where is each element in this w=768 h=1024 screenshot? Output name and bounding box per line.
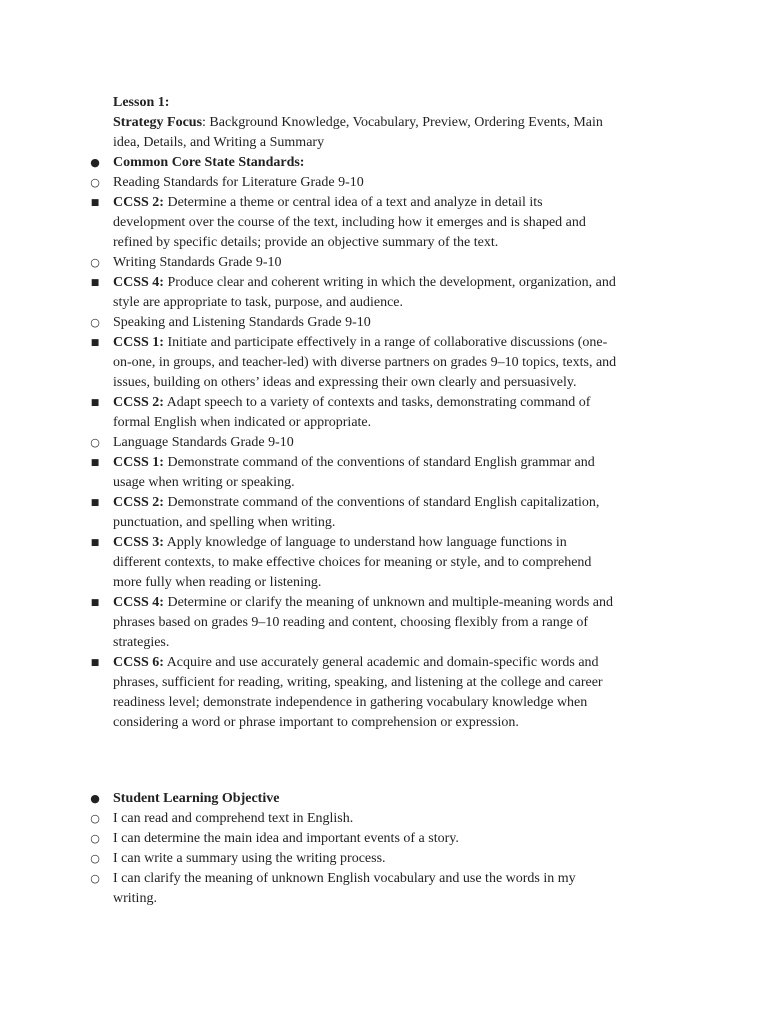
bullet-circle-icon: ○ [90,852,100,865]
bullet-circle-icon: ○ [90,436,100,449]
list-item: ■ CCSS 2: Demonstrate command of the conventions of standard English capitalization, [0,493,768,513]
list-item [0,153,768,173]
bullet-square-icon: ■ [90,458,100,468]
objective-text-continued: writing. [113,891,157,906]
bullet-square-icon: ■ [90,398,100,408]
objective-text: I can read and comprehend text in English. [113,811,354,826]
bullet-circle-icon: ○ [90,872,100,885]
bullet-circle-icon: ○ [90,812,100,825]
standard-code: CCSS 1: [113,335,164,350]
list-item [0,829,768,849]
list-item: ■ CCSS 6: Acquire and use accurately general academic and domain-specific words and [0,653,768,673]
standard-code: CCSS 2: [113,195,164,210]
bullet-square-icon: ■ [90,278,100,288]
objectives-list [0,789,768,909]
lesson-title: Lesson 1: [113,95,170,110]
list-item: ■ CCSS 1: Demonstrate command of the conventions of standard English grammar and [0,453,768,473]
bullet-square-icon: ■ [90,498,100,508]
objectives-heading: Student Learning Objective [113,791,280,806]
bullet-circle-icon: ○ [90,832,100,845]
bullet-circle-icon: ○ [90,316,100,329]
standard-code: CCSS 6: [113,655,164,670]
standards-heading: Common Core State Standards: [113,155,305,170]
list-item: ■ CCSS 3: Apply knowledge of language to understand how language functions in [0,533,768,553]
bullet-square-icon: ■ [90,658,100,668]
list-item: ■ CCSS 4: Determine or clarify the meaning of unknown and multiple-meaning words and [0,593,768,613]
list-item [0,809,768,829]
list-item [0,313,768,333]
bullet-disc-icon: ● [90,792,100,805]
list-item [0,173,768,193]
list-item [0,789,768,809]
standard-code: CCSS 1: [113,455,164,470]
standard-code: CCSS 4: [113,275,164,290]
bullet-disc-icon: ● [90,156,100,169]
list-item [0,849,768,869]
strategy-focus-text: : Background Knowledge, Vocabulary, Preview, Ordering Events, Main [202,115,603,130]
list-item [0,253,768,273]
bullet-circle-icon: ○ [90,176,100,189]
bullet-square-icon: ■ [90,198,100,208]
list-item: ■ CCSS 1: Initiate and participate effectively in a range of collaborative discussions (one- [0,333,768,353]
objective-text: I can write a summary using the writing process. [113,851,386,866]
standards-list: ● Common Core State Standards: ○ Reading Standards for Literature Grade 9-10 ■ CCSS 2: Determine a theme or central idea of a text and analyze in detail its development over the course of the text, including how it emerges and is shaped and refined by specific details; provide an objective summary of the text. ○ Writing Standards Grade 9-10 ■ CCSS 4: Produce clear and coherent writing in which the development, organization, and style are appropriate to task, purpose, and audience. ○ Speaking and Listening Standards Grade 9-10 ■ CCSS 1: Initiate and participate effectively in a range of collaborative discussions (one- on-one, in groups, and teacher-led) with diverse partners on grades 9–10 topics, texts, and issues, building on others’ ideas and expressing their own clearly and persuasively. ■ CCSS 2: Adapt speech to a variety of contexts and tasks, demonstrating command of formal English when indicated or appropriate. ○ Language Standards Grade 9-10 ■ CCSS 1: Demonstrate command of the conventions of standard English grammar and usage when writing or speaking. ■ CCSS 2: Demonstrate command of the conventions of standard English capitalization, punctuation, and spelling when writing. ■ CCSS 3: Apply knowledge of language to understand how language functions in different contexts, to make effective choices for meaning or style, and to comprehend more fully when reading or listening. ■ CCSS 4: Determine or clarify the meaning of unknown and multiple-meaning words and phrases based on grades 9–10 reading and content, choosing flexibly from a range of strategies. ■ CCSS 6: Acquire and use accurately general academic and domain-specific words and phrases, sufficient for reading, writing, speaking, and listening at the college and career readiness level; demonstrate independence in gathering vocabulary knowledge when considering a word or phrase important to comprehension or expression. [0,153,768,733]
bullet-circle-icon: ○ [90,256,100,269]
strategy-focus-continued: idea, Details, and Writing a Summary [113,135,325,150]
list-item: ■ CCSS 4: Produce clear and coherent writing in which the development, organization, and [0,273,768,293]
bullet-square-icon: ■ [90,338,100,348]
strategy-focus-label: Strategy Focus [113,115,203,130]
language-standards-heading: Language Standards Grade 9-10 [113,435,294,450]
lesson-header [0,93,768,153]
writing-standards-heading: Writing Standards Grade 9-10 [113,255,282,270]
bullet-square-icon: ■ [90,538,100,548]
list-item: ■ CCSS 2: Adapt speech to a variety of contexts and tasks, demonstrating command of [0,393,768,413]
list-item: ■ CCSS 2: Determine a theme or central idea of a text and analyze in detail its [0,193,768,213]
list-item [0,433,768,453]
objective-text: I can determine the main idea and important events of a story. [113,831,459,846]
standard-code: CCSS 4: [113,595,164,610]
bullet-square-icon: ■ [90,598,100,608]
standard-code: CCSS 3: [113,535,164,550]
speaking-standards-heading: Speaking and Listening Standards Grade 9-10 [113,315,371,330]
reading-standards-heading: Reading Standards for Literature Grade 9-10 [113,175,364,190]
strategy-focus [113,113,603,133]
standard-code: CCSS 2: [113,395,164,410]
objective-text: I can clarify the meaning of unknown English vocabulary and use the words in my [113,871,576,886]
standard-code: CCSS 2: [113,495,164,510]
list-item [0,869,768,889]
